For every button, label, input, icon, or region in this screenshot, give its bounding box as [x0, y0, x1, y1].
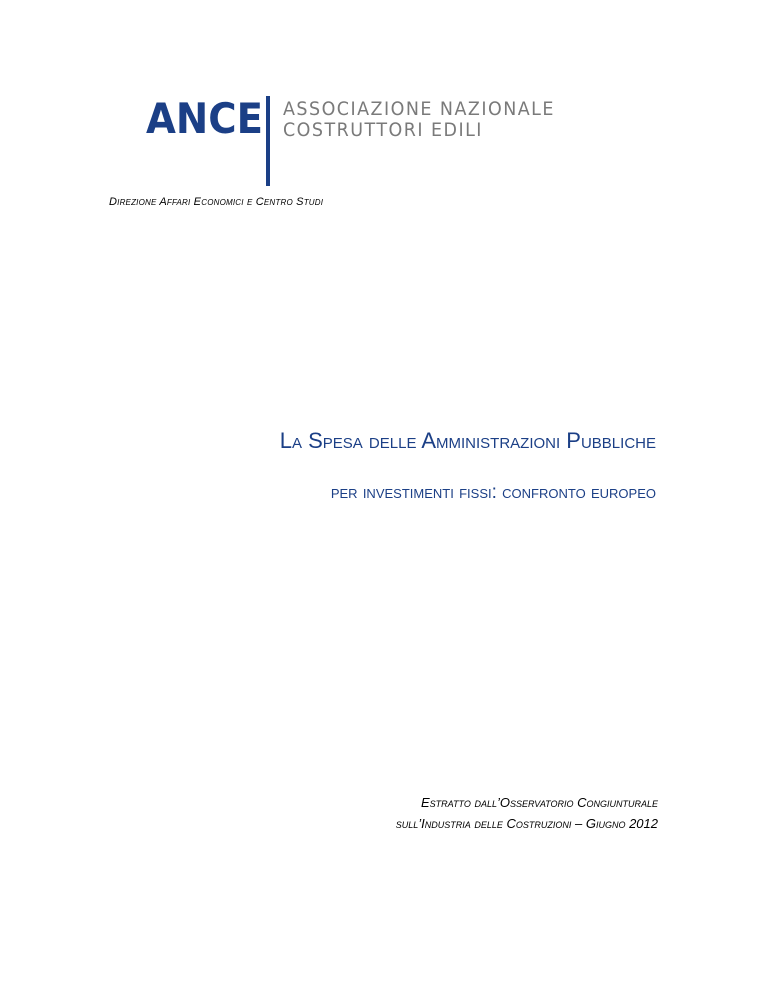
source-line-1: Estratto dall’Osservatorio Congiunturale	[421, 795, 658, 810]
logo-acronym: ANCE	[146, 94, 263, 143]
logo-name-line-2: COSTRUTTORI EDILI	[283, 119, 483, 141]
source-line-2: sull’Industria delle Costruzioni – Giugno 2012	[395, 816, 658, 831]
document-title-line-1: La Spesa delle Amministrazioni Pubbliche	[279, 428, 656, 453]
logo-name-line-1: ASSOCIAZIONE NAZIONALE	[283, 98, 555, 120]
logo-divider	[266, 96, 270, 186]
ance-logo	[146, 94, 555, 188]
department-label: Direzione Affari Economici e Centro Studi	[109, 196, 324, 208]
logo-full-name	[283, 99, 555, 141]
document-title-line-2: per investimenti fissi: confronto europeo	[330, 482, 656, 503]
